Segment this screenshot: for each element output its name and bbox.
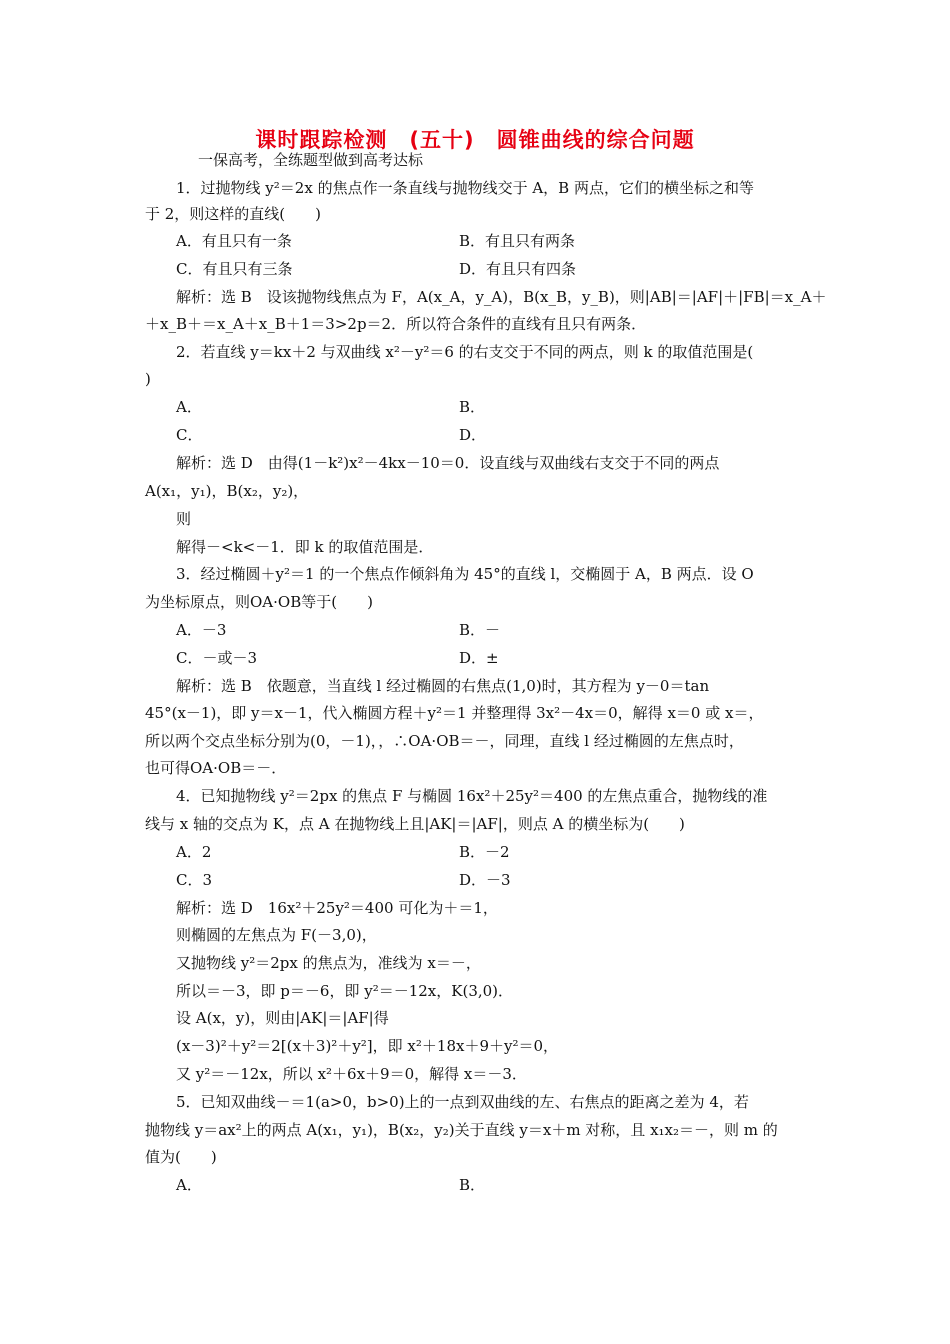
- q1-option-b: B．有且只有两条: [459, 232, 576, 250]
- q3-solution-line-4: 也可得OA·OB＝－．: [145, 759, 287, 777]
- q3-solution-line-3: 所以两个交点坐标分别为(0，－1)，，∴OA·OB＝－，同理，直线 l 经过椭圆的左焦点时，: [145, 732, 744, 750]
- q1-text-line-1: 1．过抛物线 y²＝2x 的焦点作一条直线与抛物线交于 A，B 两点，它们的横坐标之和等: [176, 179, 754, 197]
- q1-option-c: C．有且只有三条: [176, 260, 293, 278]
- q3-solution-line-1: 解析：选 B 依题意，当直线 l 经过椭圆的右焦点(1,0)时，其方程为 y－0＝tan: [176, 677, 710, 695]
- q4-solution-line-5: 设 A(x，y)，则由|AK|＝|AF|得: [176, 1009, 389, 1027]
- q4-option-c: C．3: [176, 871, 213, 889]
- q4-text-line-2: 线与 x 轴的交点为 K，点 A 在抛物线上且|AK|＝|AF|，则点 A 的横坐标为( ): [145, 815, 685, 833]
- q5-option-a: A．: [176, 1176, 202, 1194]
- q5-text-line-2: 抛物线 y＝ax²上的两点 A(x₁，y₁)，B(x₂，y₂)关于直线 y＝x＋m 对称，且 x₁x₂＝－，则 m 的: [145, 1121, 778, 1139]
- q5-text-line-1: 5．已知双曲线－＝1(a>0，b>0)上的一点到双曲线的左、右焦点的距离之差为 4，若: [176, 1093, 749, 1111]
- q4-option-b: B．－2: [459, 843, 510, 861]
- q2-solution-line-2: A(x₁，y₁)，B(x₂，y₂)，: [145, 482, 309, 500]
- q2-solution-line-4: 解得－<k<－1．即 k 的取值范围是．: [176, 538, 434, 556]
- q3-option-a: A．－3: [176, 621, 227, 639]
- q4-text-line-1: 4．已知抛物线 y²＝2px 的焦点 F 与椭圆 16x²＋25y²＝400 的左焦点重合，抛物线的准: [176, 787, 768, 805]
- q1-option-a: A．有且只有一条: [176, 232, 292, 250]
- q2-text-line-2: ): [145, 370, 151, 388]
- q4-solution-line-4: 所以＝－3，即 p＝－6，即 y²＝－12x，K(3,0)．: [176, 982, 514, 1000]
- q1-text-line-2: 于 2，则这样的直线( ): [145, 205, 322, 223]
- q4-solution-line-1: 解析：选 D 16x²＋25y²＝400 可化为＋＝1，: [176, 899, 498, 917]
- subtitle: 一保高考，全练题型做到高考达标: [198, 151, 424, 169]
- q2-text-line-1: 2．若直线 y＝kx＋2 与双曲线 x²－y²＝6 的右支交于不同的两点，则 k 的取值范围是(: [176, 343, 754, 361]
- q3-text-line-2: 为坐标原点，则OA·OB等于( ): [145, 593, 373, 611]
- q3-text-line-1: 3．经过椭圆＋y²＝1 的一个焦点作倾斜角为 45°的直线 l，交椭圆于 A，B 两点．设 O: [176, 565, 754, 583]
- q4-solution-line-6: (x－3)²＋y²＝2[(x＋3)²＋y²]，即 x²＋18x＋9＋y²＝0，: [176, 1037, 559, 1055]
- q3-option-d: D．±: [459, 649, 499, 667]
- page-title: 课时跟踪检测 (五十) 圆锥曲线的综合问题: [255, 128, 695, 152]
- q4-solution-line-2: 则椭圆的左焦点为 F(－3,0)，: [176, 926, 377, 944]
- q1-solution-line-1: 解析：选 B 设该抛物线焦点为 F，A(x_A，y_A)，B(x_B，y_B)，则|AB|＝|AF|＋|FB|＝x_A＋: [176, 288, 827, 306]
- q1-option-d: D．有且只有四条: [459, 260, 577, 278]
- q5-text-line-3: 值为( ): [145, 1148, 217, 1166]
- q4-option-a: A．2: [176, 843, 212, 861]
- q4-option-d: D．－3: [459, 871, 511, 889]
- q4-solution-line-3: 又抛物线 y²＝2px 的焦点为，准线为 x＝－，: [176, 954, 481, 972]
- q3-solution-line-2: 45°(x－1)，即 y＝x－1，代入椭圆方程＋y²＝1 并整理得 3x²－4x＝0，解得 x＝0 或 x＝，: [145, 704, 764, 722]
- q2-option-a: A．: [176, 398, 202, 416]
- q5-option-b: B．: [459, 1176, 486, 1194]
- q1-solution-line-2: ＋x_B＋＝x_A＋x_B＋1＝3>2p＝2．所以符合条件的直线有且只有两条．: [145, 315, 647, 333]
- q3-option-c: C．－或－3: [176, 649, 258, 667]
- q2-solution-line-3: 则: [176, 510, 192, 528]
- q3-option-b: B．－: [459, 621, 501, 639]
- q2-option-b: B．: [459, 398, 486, 416]
- q2-solution-line-1: 解析：选 D 由得(1－k²)x²－4kx－10＝0．设直线与双曲线右支交于不同的两点: [176, 454, 720, 472]
- q2-option-c: C．: [176, 426, 203, 444]
- q2-option-d: D．: [459, 426, 487, 444]
- q4-solution-line-7: 又 y²＝－12x，所以 x²＋6x＋9＝0，解得 x＝－3．: [176, 1065, 527, 1083]
